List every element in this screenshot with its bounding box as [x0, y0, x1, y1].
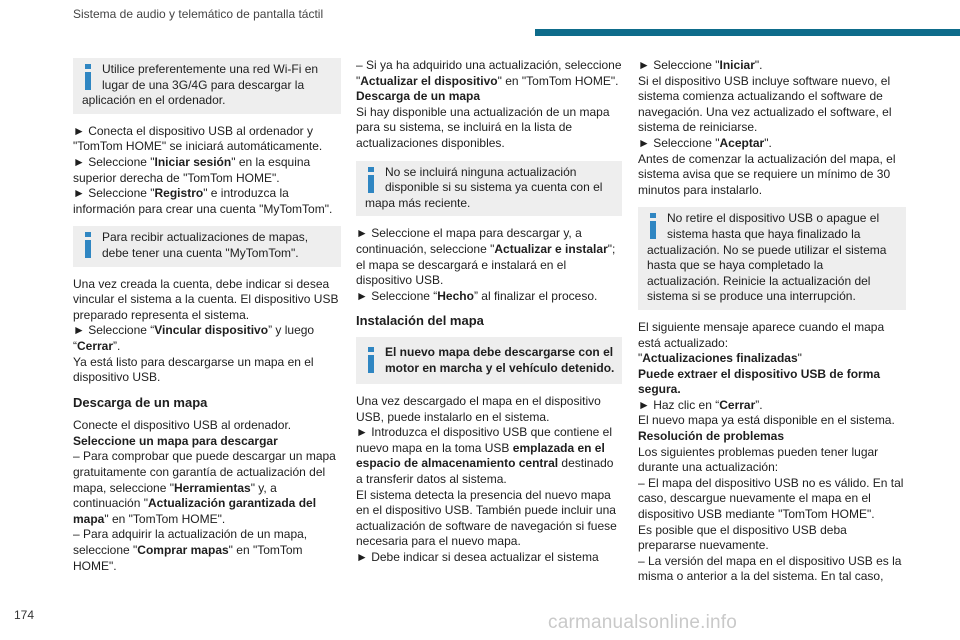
note-text: No retire el dispositivo USB o apague el sistema hasta que haya finalizado la actualización. No se puede utilizar el sistema hasta que se haya completado la actualización. Reinicie la actualización del sistema si se produce una interrupción.	[647, 211, 887, 304]
column-3	[638, 58, 906, 594]
page-number: 174	[14, 608, 35, 622]
info-icon	[82, 64, 94, 90]
info-note	[356, 161, 622, 217]
paragraph: Una vez descargado el mapa en el dispositivo USB, puede instalarlo en el sistema. ► Introduzca el dispositivo USB que contiene el nuevo mapa en la toma USB emplazada en el espacio de almacenamiento central destinado a transferir datos al sistema. El sistema detecta la presencia del nuevo mapa en el dispositivo USB. También puede incluir una actualización de software de navegación si fuese necesaria para el nuevo mapa. ► Debe indicar si desea actualizar el sistema	[356, 394, 617, 565]
column-2	[356, 58, 622, 575]
section-title: Instalación del mapa	[356, 313, 484, 329]
info-note	[73, 58, 341, 114]
header-accent-bar	[535, 29, 960, 36]
note-text: Para recibir actualizaciones de mapas, debe tener una cuenta "MyTomTom".	[102, 230, 309, 260]
section-title: Descarga de un mapa	[73, 394, 208, 410]
watermark: carmanualsonline.info	[548, 612, 738, 633]
info-icon	[82, 232, 94, 258]
paragraph: ► Conecta el dispositivo USB al ordenador y "TomTom HOME" se iniciará automáticamente. ► Seleccione "Iniciar sesión" en la esquina superior derecha de "TomTom HOME". ► Seleccione "Registro" e introduzca la información para crear una cuenta "MyTomTom".	[73, 123, 333, 216]
note-text: No se incluirá ninguna actualización disponible si su sistema ya cuenta con el mapa más reciente.	[365, 164, 603, 210]
paragraph: – Si ya ha adquirido una actualización, seleccione "Actualizar el dispositivo" en "TomTom HOME". Descarga de un mapa Si hay disponible una actualización de un mapa para su sistema, se incluirá en la lista de actualizaciones disponibles.	[356, 58, 622, 150]
info-note	[356, 337, 622, 384]
paragraph: Conecte el dispositivo USB al ordenador. Seleccione un mapa para descargar – Para comprobar que puede descargar un mapa gratuitamente con garantía de actualización del mapa, seleccione "Herramientas" y, a continuación "Actualización garantizada del mapa" en "TomTom HOME". – Para adquirir la actualización de un mapa, seleccione "Comprar mapas" en "TomTom HOME".	[73, 418, 336, 573]
info-icon	[365, 347, 377, 373]
header-title: Sistema de audio y telemático de pantalla táctil	[73, 7, 324, 21]
paragraph: ► Seleccione el mapa para descargar y, a continuación, seleccione "Actualizar e instalar"; el mapa se descargará e instalará en el dispositivo USB. ► Seleccione “Hecho” al finalizar el proceso.	[356, 226, 616, 303]
note-text: Utilice preferentemente una red Wi-Fi en lugar de una 3G/4G para descargar la aplicación en el ordenador.	[82, 62, 319, 108]
column-1	[73, 58, 341, 583]
info-note	[638, 207, 906, 310]
info-note	[73, 226, 341, 266]
info-icon	[365, 167, 377, 193]
info-icon	[647, 213, 659, 239]
paragraph: El siguiente mensaje aparece cuando el mapa está actualizado: "Actualizaciones finalizadas" Puede extraer el dispositivo USB de forma segura. ► Haz clic en “Cerrar”. El nuevo mapa ya está disponible en el sistema. Resolución de problemas Los siguientes problemas pueden tener lugar durante una actualización: – El mapa del dispositivo USB no es válido. En tal caso, descargue nuevamente el mapa en el dispositivo USB mediante "TomTom HOME". Es posible que el dispositivo USB deba prepararse nuevamente. – La versión del mapa en el dispositivo USB es la misma o anterior a la del sistema. En tal caso,	[638, 319, 904, 584]
paragraph: ► Seleccione "Iniciar". Si el dispositivo USB incluye software nuevo, el sistema comienza actualizando el software de navegación. Una vez actualizado el software, el sistema de reiniciarse. ► Seleccione "Aceptar". Antes de comenzar la actualización del mapa, el sistema avisa que se requiere un mínimo de 30 minutos para instalarlo.	[638, 58, 896, 197]
paragraph: Una vez creada la cuenta, debe indicar si desea vincular el sistema a la cuenta. El dispositivo USB preparado representa el sistema. ► Seleccione “Vincular dispositivo” y luego “Cerrar”. Ya está listo para descargarse un mapa en el dispositivo USB.	[73, 276, 339, 385]
note-text: El nuevo mapa debe descargarse con el motor en marcha y el vehículo detenido.	[385, 344, 615, 375]
